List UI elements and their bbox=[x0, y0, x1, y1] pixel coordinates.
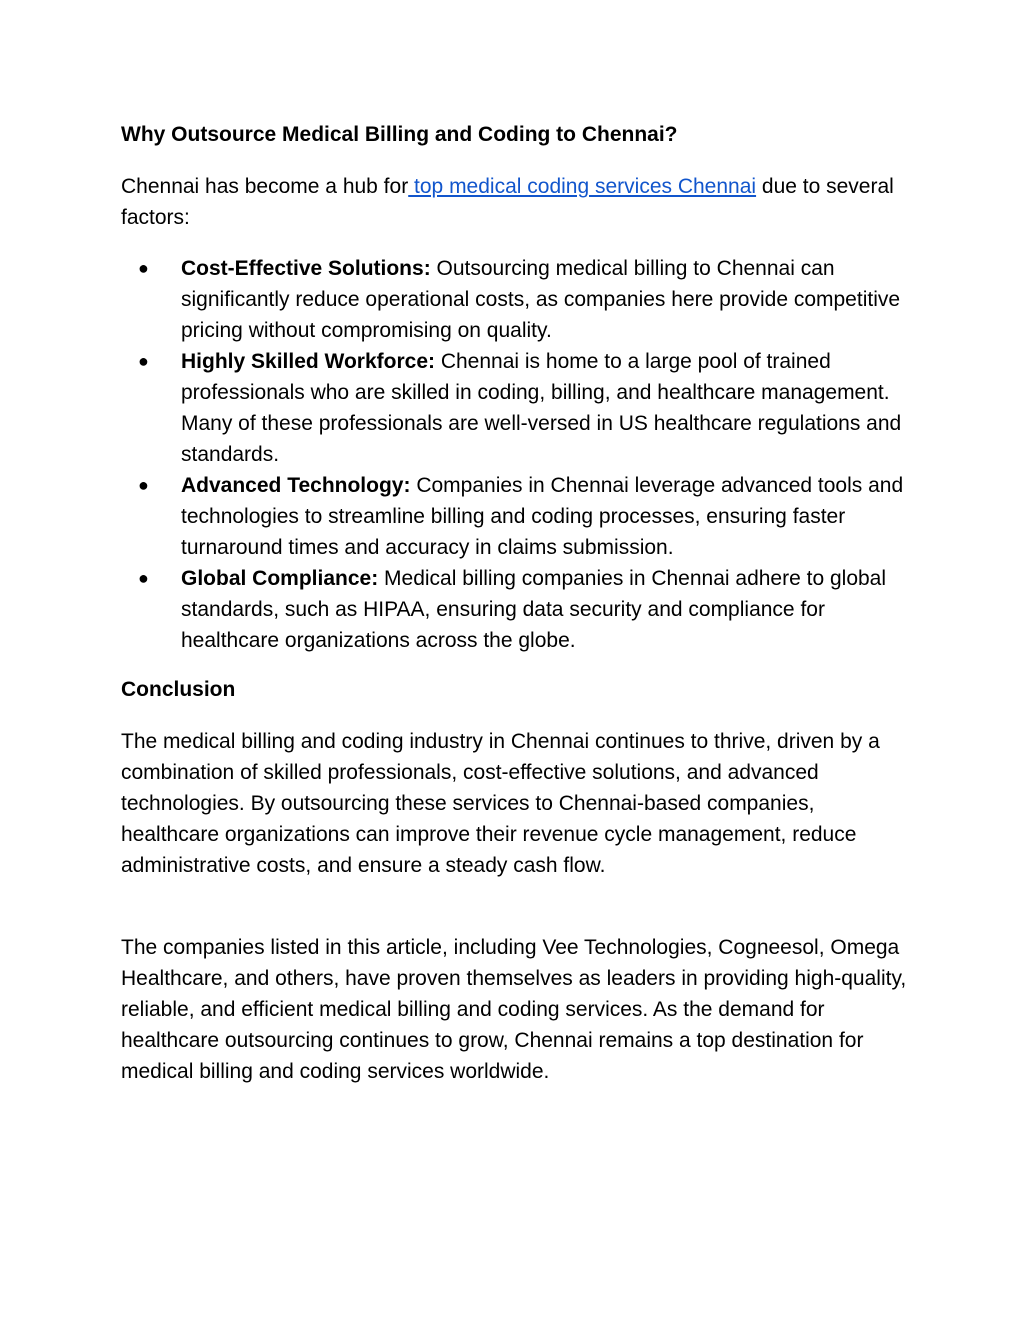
list-item-global-compliance bbox=[121, 563, 921, 656]
bullet-icon: ● bbox=[138, 258, 149, 278]
bullet-icon: ● bbox=[138, 351, 149, 371]
top-medical-coding-link[interactable]: top medical coding services Chennai bbox=[408, 175, 757, 198]
list-item-text: Chennai is home to a large pool of trained professionals who are skilled in coding, billing, and healthcare management. Many of these professionals are well-versed in US healthcare regulations and standards. bbox=[181, 350, 902, 466]
list-item-cost-effective bbox=[121, 253, 921, 346]
list-item-text: Medical billing companies in Chennai adhere to global standards, such as HIPAA, ensuring data security and compliance for healthcare organizations across the globe. bbox=[181, 567, 887, 652]
list-item-text: Companies in Chennai leverage advanced tools and technologies to streamline billing and coding processes, ensuring faster turnaround times and accuracy in claims submission. bbox=[181, 474, 904, 559]
intro-text-before-link: Chennai has become a hub for bbox=[121, 175, 409, 198]
conclusion-paragraph-2: The companies listed in this article, including Vee Technologies, Cogneesol, Omega Healthcare, and others, have proven themselves as leaders in providing high-quality, reliable, and efficient medical billing and coding services. As the demand for healthcare outsourcing continues to grow, Chennai remains a top destination for medical billing and coding services worldwide. bbox=[121, 936, 907, 1083]
conclusion-paragraph-1: The medical billing and coding industry in Chennai continues to thrive, driven by a combination of skilled professionals, cost-effective solutions, and advanced technologies. By outsourcing these services to Chennai-based companies, healthcare organizations can improve their revenue cycle management, reduce administrative costs, and ensure a steady cash flow. bbox=[121, 730, 880, 877]
list-item-title: Global Compliance: bbox=[181, 567, 379, 590]
list-item-skilled-workforce bbox=[121, 346, 921, 470]
section-heading-conclusion: Conclusion bbox=[121, 678, 236, 701]
list-item-text: Outsourcing medical billing to Chennai can significantly reduce operational costs, as companies here provide competitive pricing without compromising on quality. bbox=[181, 257, 901, 342]
factors-list bbox=[121, 253, 921, 656]
intro-text-after-link: due to several factors: bbox=[121, 175, 894, 229]
list-item-advanced-technology bbox=[121, 470, 921, 563]
intro-paragraph bbox=[121, 171, 921, 233]
bullet-icon: ● bbox=[138, 475, 149, 495]
list-item-title: Advanced Technology: bbox=[181, 474, 411, 497]
list-item-title: Cost-Effective Solutions: bbox=[181, 257, 431, 280]
bullet-icon: ● bbox=[138, 568, 149, 588]
list-item-title: Highly Skilled Workforce: bbox=[181, 350, 435, 373]
section-heading-why-outsource: Why Outsource Medical Billing and Coding to Chennai? bbox=[121, 123, 678, 146]
